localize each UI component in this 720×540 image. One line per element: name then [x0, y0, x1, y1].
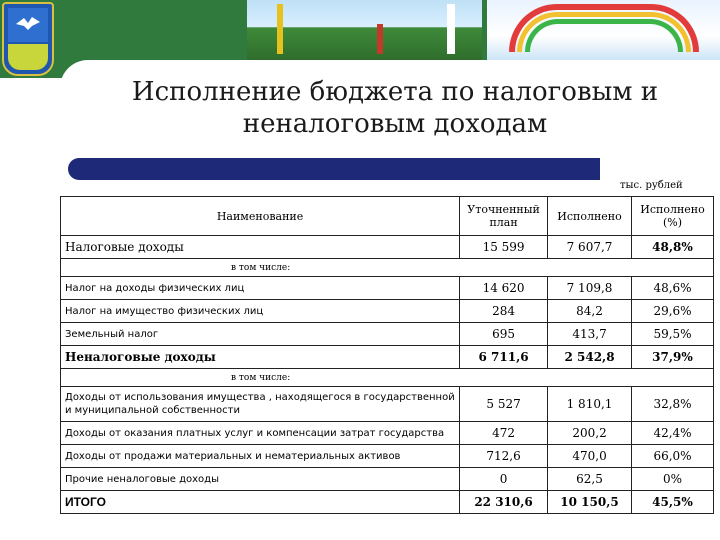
units-label: тыс. рублей	[620, 180, 683, 191]
budget-table	[60, 196, 714, 514]
table-row-total: ИТОГО 22 310,6 10 150,5 45,5%	[61, 491, 714, 514]
table-row: в том числе:	[61, 369, 714, 387]
header-done: Исполнено	[548, 197, 632, 236]
table-row: Земельный налог 695 413,7 59,5%	[61, 323, 714, 346]
coat-of-arms-icon	[2, 2, 54, 76]
table-row: в том числе:	[61, 259, 714, 277]
table-row: Налог на доходы физических лиц 14 620 7 109,8 48,6%	[61, 277, 714, 300]
oil-rigs-photo	[247, 0, 482, 60]
table-row: Доходы от продажи материальных и нематериальных активов 712,6 470,0 66,0%	[61, 445, 714, 468]
header-plan: Уточненный план	[460, 197, 548, 236]
title-underline-bar	[68, 158, 600, 180]
table-row: Налоговые доходы 15 599 7 607,7 48,8%	[61, 236, 714, 259]
rainbow-logo-photo	[487, 0, 720, 60]
page-title: Исполнение бюджета по налоговым и неналоговым доходам	[131, 77, 659, 139]
table-row: Неналоговые доходы 6 711,6 2 542,8 37,9%	[61, 346, 714, 369]
table-row: Доходы от оказания платных услуг и компенсации затрат государства 472 200,2 42,4%	[61, 422, 714, 445]
table-row: Налог на имущество физических лиц 284 84,2 29,6%	[61, 300, 714, 323]
header-pct: Исполнено (%)	[632, 197, 714, 236]
table-row: Доходы от использования имущества , находящегося в государственной и муниципальной собственности 5 527 1 810,1 32,8%	[61, 387, 714, 422]
table-header-row	[61, 197, 714, 236]
header-name: Наименование	[61, 197, 460, 236]
table-row: Прочие неналоговые доходы 0 62,5 0%	[61, 468, 714, 491]
